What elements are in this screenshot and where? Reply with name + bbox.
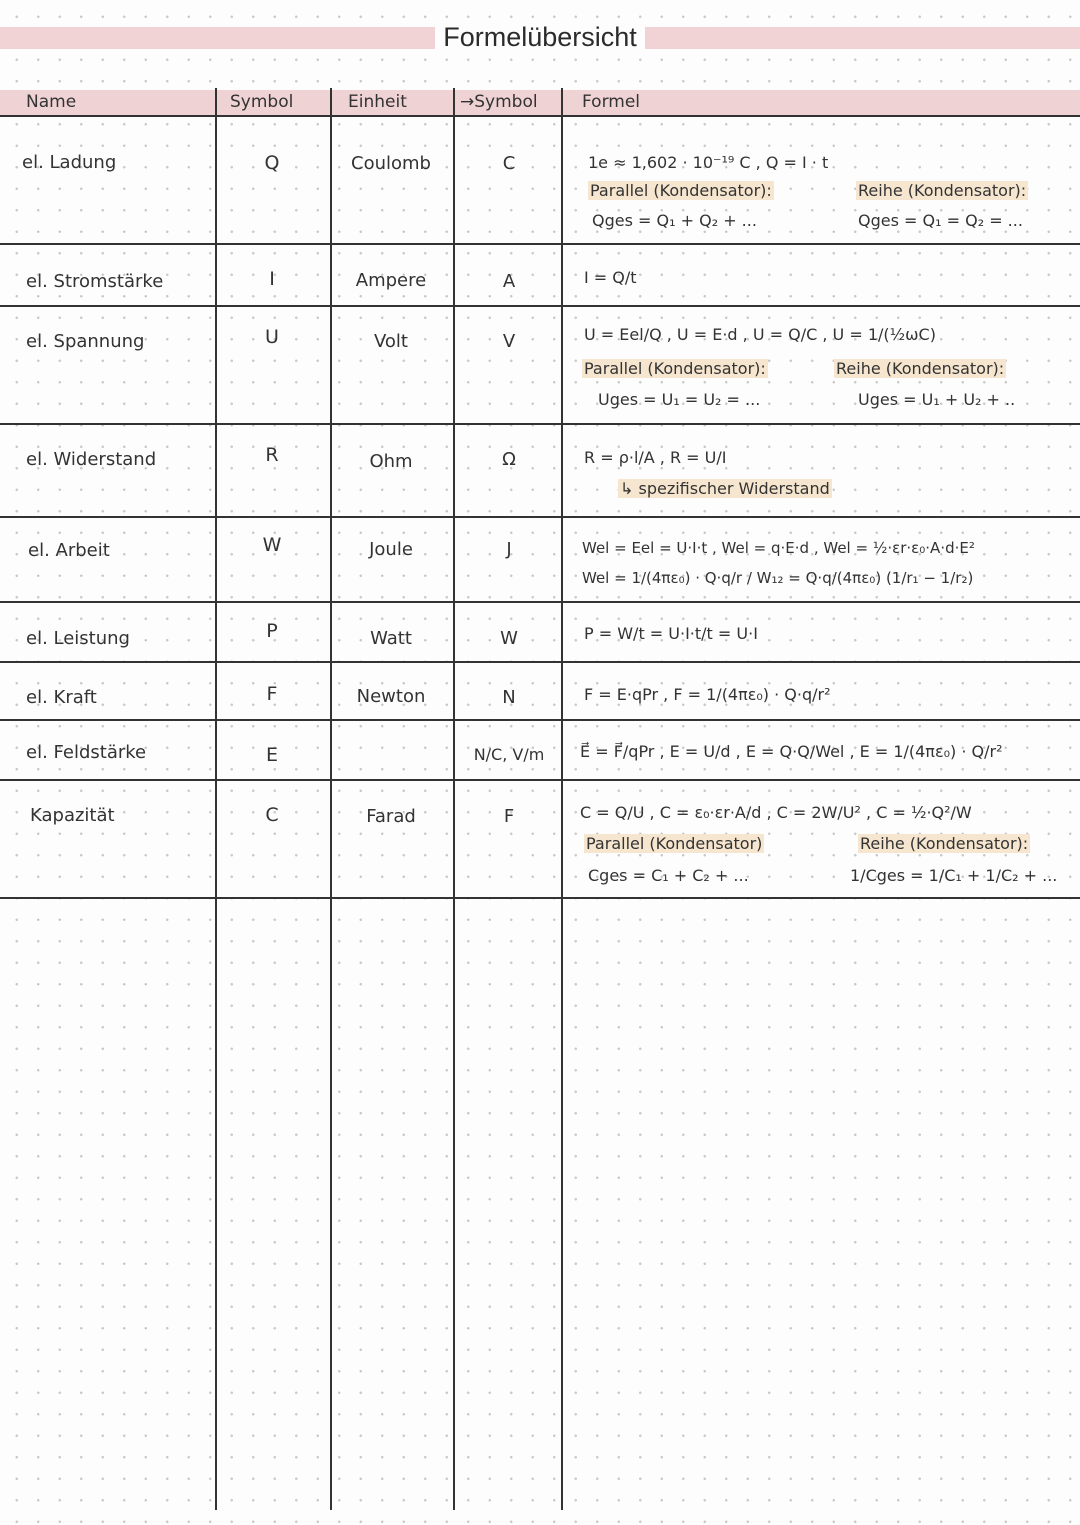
- row-symbol: F: [266, 683, 278, 705]
- row-divider: [0, 243, 1080, 245]
- series-label: Reihe (Kondensator):: [836, 359, 1005, 378]
- row-unit-symbol: V: [502, 331, 516, 352]
- parallel-formula: Uges = U₁ = U₂ = ...: [598, 390, 761, 409]
- row-formula: R = ρ·l/A , R = U/I: [584, 448, 727, 467]
- row-unit-symbol: N: [502, 687, 516, 708]
- header-underline: [0, 115, 1080, 117]
- row-divider: [0, 661, 1080, 663]
- row-unit: Volt: [374, 331, 408, 352]
- row-formula: P = W/t = U·I·t/t = U·I: [584, 624, 758, 643]
- page-title: Formelübersicht: [0, 22, 1080, 53]
- series-formula: Qges = Q₁ = Q₂ = ...: [858, 211, 1023, 230]
- row-unit-symbol: F: [503, 806, 515, 827]
- row-divider: [0, 601, 1080, 603]
- row-unit: Ohm: [369, 451, 413, 472]
- row-symbol: P: [266, 620, 278, 642]
- row-formula: 1e ≈ 1,602 · 10⁻¹⁹ C , Q = I · t: [588, 153, 829, 172]
- row-unit-symbol: W: [500, 628, 518, 649]
- series-label: Reihe (Kondensator):: [858, 181, 1027, 200]
- header-highlight: [0, 90, 1080, 116]
- row-symbol: E: [265, 744, 278, 766]
- row-name: el. Ladung: [22, 152, 117, 173]
- parallel-label: Parallel (Kondensator):: [584, 359, 766, 378]
- row-unit: Farad: [366, 806, 416, 827]
- row-name: el. Feldstärke: [26, 742, 147, 763]
- row-unit: Watt: [370, 628, 412, 649]
- row-symbol: C: [265, 804, 279, 826]
- parallel-label: Parallel (Kondensator):: [590, 181, 772, 200]
- row-unit: Coulomb: [351, 153, 431, 174]
- row-divider: [0, 719, 1080, 721]
- row-divider: [0, 516, 1080, 518]
- column-divider: [215, 88, 217, 1510]
- header-name: Name: [26, 92, 77, 112]
- parallel-formula: Qges = Q₁ + Q₂ + ...: [592, 211, 757, 230]
- row-unit: Newton: [356, 686, 426, 707]
- row-unit-symbol: C: [502, 153, 516, 174]
- row-name: el. Arbeit: [28, 540, 110, 561]
- row-name: el. Leistung: [26, 628, 130, 649]
- header-unit: Einheit: [348, 92, 407, 112]
- row-formula: Wel = Eel = U·I·t , Wel = q·E·d , Wel = ½·εr·ε₀·A·d·E²: [582, 539, 975, 557]
- row-symbol: U: [265, 326, 279, 348]
- row-unit-symbol: Ω: [502, 449, 516, 470]
- row-unit: Joule: [369, 539, 413, 560]
- formula-note: ↳ spezifischer Widerstand: [620, 479, 830, 498]
- row-symbol: I: [269, 268, 275, 290]
- row-formula: I = Q/t: [584, 268, 637, 287]
- row-formula: F = E·qPr , F = 1/(4πε₀) · Q·q/r²: [584, 685, 831, 704]
- row-unit: Ampere: [355, 270, 427, 291]
- row-symbol: R: [265, 444, 279, 466]
- parallel-formula: Cges = C₁ + C₂ + ...: [588, 866, 749, 885]
- row-divider: [0, 779, 1080, 781]
- row-symbol: W: [262, 534, 282, 556]
- row-formula: C = Q/U , C = ε₀·εr·A/d , C = 2W/U² , C = ½·Q²/W: [580, 803, 972, 822]
- row-symbol: Q: [264, 152, 280, 174]
- column-divider: [453, 88, 455, 1510]
- series-formula: 1/Cges = 1/C₁ + 1/C₂ + ...: [850, 866, 1058, 885]
- header-symbol: Symbol: [230, 92, 294, 112]
- row-unit-symbol: A: [502, 271, 516, 292]
- row-formula: E⃗ = F⃗/qPr , E = U/d , E = Q·Q/Wel , E = 1/(4πε₀) · Q/r²: [580, 742, 1003, 761]
- row-name: el. Widerstand: [26, 449, 157, 470]
- series-formula: Uges = U₁ + U₂ + ..: [858, 390, 1016, 409]
- row-name: el. Stromstärke: [26, 271, 164, 292]
- series-label: Reihe (Kondensator):: [860, 834, 1029, 853]
- parallel-label: Parallel (Kondensator): [586, 834, 763, 853]
- row-name: el. Spannung: [26, 331, 145, 352]
- header-unit-symbol: →Symbol: [460, 92, 538, 112]
- row-name: el. Kraft: [26, 687, 97, 708]
- row-formula-line2: Wel = 1/(4πε₀) · Q·q/r / W₁₂ = Q·q/(4πε₀) (1/r₁ − 1/r₂): [582, 569, 974, 587]
- row-divider: [0, 423, 1080, 425]
- row-formula: U = Eel/Q , U = E·d , U = Q/C , U = 1/(½ωC): [584, 325, 936, 344]
- header-formula: Formel: [582, 92, 641, 112]
- row-unit-symbol: J: [506, 539, 512, 560]
- row-divider: [0, 305, 1080, 307]
- column-divider: [330, 88, 332, 1510]
- row-divider: [0, 897, 1080, 899]
- row-name: Kapazität: [30, 805, 115, 826]
- row-unit-symbol: N/C, V/m: [473, 745, 545, 764]
- column-divider: [561, 88, 563, 1510]
